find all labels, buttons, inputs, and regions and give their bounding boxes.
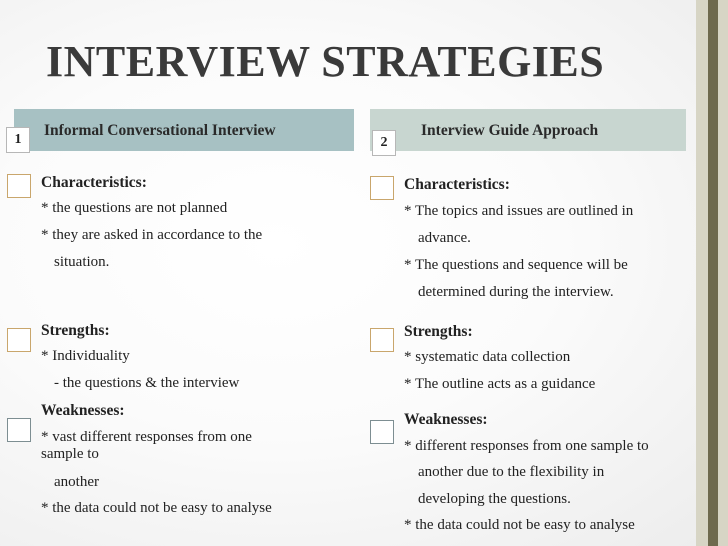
right-strengths-checkbox[interactable] — [370, 328, 394, 352]
right-strengths-line: * systematic data collection — [404, 349, 571, 365]
right-strengths-label: Strengths: — [404, 323, 473, 340]
right-weaknesses-line: * the data could not be easy to analyse — [404, 517, 635, 533]
left-characteristics-line: * the questions are not planned — [41, 200, 228, 216]
left-weaknesses-line: * vast different responses from one — [41, 429, 252, 445]
left-strengths-checkbox[interactable] — [7, 328, 31, 352]
left-characteristics-line: * they are asked in accordance to the — [41, 227, 263, 243]
right-column-heading: Interview Guide Approach — [421, 122, 599, 139]
right-weaknesses-checkbox[interactable] — [370, 420, 394, 444]
left-strengths-line: * Individuality — [41, 348, 130, 364]
left-weaknesses-line: another — [54, 474, 99, 490]
right-characteristics-checkbox[interactable] — [370, 176, 394, 200]
right-characteristics-label: Characteristics: — [404, 176, 510, 193]
right-weaknesses-label: Weaknesses: — [404, 411, 488, 428]
right-characteristics-line: determined during the interview. — [418, 284, 614, 300]
left-weaknesses-line: sample to — [41, 446, 99, 462]
right-weaknesses-line: another due to the flexibility in — [418, 464, 605, 480]
right-strengths-line: * The outline acts as a guidance — [404, 376, 596, 392]
left-strengths-label: Strengths: — [41, 322, 110, 339]
slide-title: INTERVIEW STRATEGIES — [46, 37, 605, 86]
left-weaknesses-line: * the data could not be easy to analyse — [41, 500, 272, 516]
left-strengths-line: - the questions & the interview — [54, 375, 240, 391]
left-column-number: 1 — [6, 127, 30, 153]
left-characteristics-line: situation. — [54, 254, 110, 270]
right-weaknesses-line: developing the questions. — [418, 491, 571, 507]
left-column-heading: Informal Conversational Interview — [44, 122, 276, 139]
right-characteristics-line: * The questions and sequence will be — [404, 257, 628, 273]
right-weaknesses-line: * different responses from one sample to — [404, 438, 649, 454]
left-characteristics-checkbox[interactable] — [7, 174, 31, 198]
decorative-side-bar-accent — [708, 0, 718, 546]
right-column-number: 2 — [372, 130, 396, 156]
right-characteristics-line: * The topics and issues are outlined in — [404, 203, 634, 219]
left-weaknesses-label: Weaknesses: — [41, 402, 125, 419]
right-characteristics-line: advance. — [418, 230, 471, 246]
left-characteristics-label: Characteristics: — [41, 174, 147, 191]
left-weaknesses-checkbox[interactable] — [7, 418, 31, 442]
